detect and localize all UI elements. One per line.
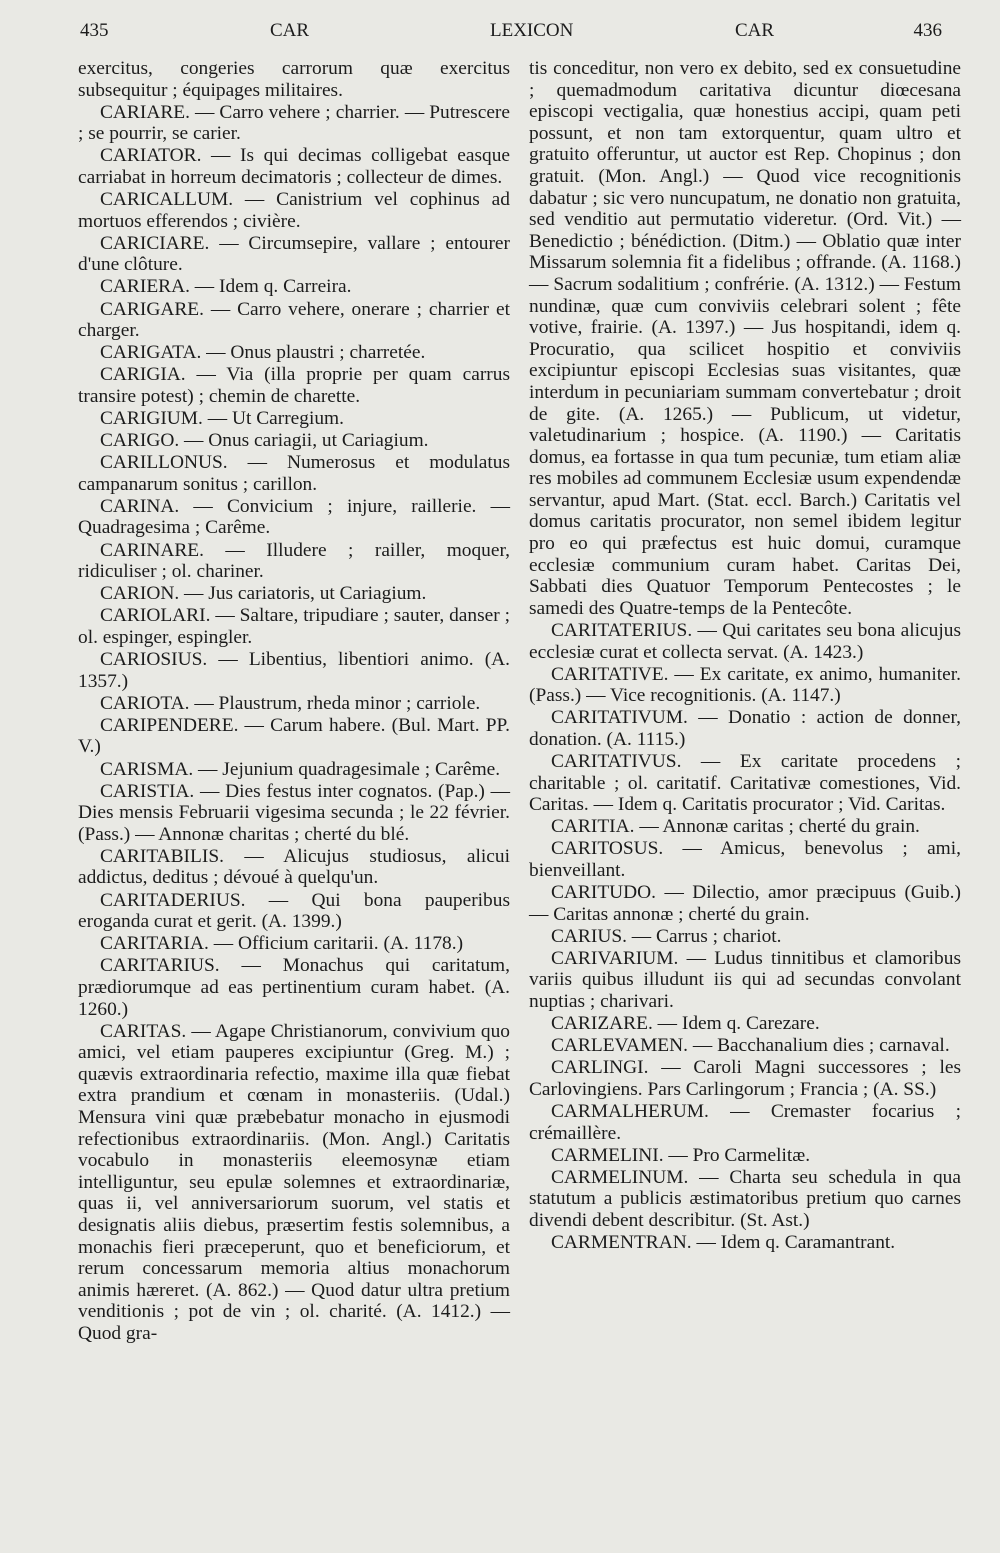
- entry-carizare: CARIZARE. — Idem q. Carezare.: [551, 1013, 820, 1035]
- left-guide-word: CAR: [270, 20, 310, 41]
- entry-caritudo: CARITUDO. — Dilectio, amor præcipuus (Guib.) — Caritas annonæ ; cherté du grain.: [529, 882, 961, 925]
- entry-carina: CARINA. — Convicium ; injure, raillerie. — Quadragesima ; Carême.: [78, 495, 510, 539]
- entry-carmentran: CARMENTRAN. — Idem q. Caramantrant.: [551, 1232, 896, 1254]
- entry-carmalherum: CARMALHERUM. — Cremaster focarius ; crémaillère.: [529, 1101, 961, 1144]
- entry-caritarius: CARITARIUS. — Monachus qui caritatum, prædiorumque ad eas pertinentium curam habet. (A. 1260.): [78, 955, 510, 1020]
- entry-caritativum: CARITATIVUM. — Donatio : action de donner, donation. (A. 1115.): [529, 707, 961, 750]
- entry-cariosius: CARIOSIUS. — Libentius, libentiori animo. (A. 1357.): [78, 649, 510, 692]
- entry-caritas-continued: tis conceditur, non vero ex debito, sed ex consuetudine ; quemadmodum caritativa dicuntur diœcesana episcopi vectigalia, quæ honestius accipi, quam peti possunt, et non tam extorquentur, quam ultro et gratuito offeruntur, ut auctor est Rep. Chopinus ; don gratuit. (Mon. Angl.) — Quod vice recognitionis dabatur ; sic vero nuncupatum, ne donatio non gratuita, sed venditio aut permutatio videretur. (Ord. Vit.) — Benedictio ; bénédiction. (Ditm.) — Oblatio quæ inter Missarum solemnia fit a fidelibus ; offrande. (A. 1168.) — Sacrum sodalitium ; confrérie. (A. 1312.) — Festum nundinæ, quæ cum conviviis celebrari solent ; fête votive, frairie. (A. 1397.) — Jus hospitandi, idem q. Procuratio, qua scilicet hospitio et conviviis excipiuntur episcopi Ecclesias suas visitantes, quæ interdum in pecuniariam summam convertebatur ; droit de gite. (A. 1265.) — Publicum, ut videtur, valetudinarium ; hospice. (A. 1190.) — Caritatis domus, ea fortasse in qua tum pecuniæ, tum etiam aliæ res mobiles ad communem Ecclesiæ usum expendendæ servantur, apud Mart. (Stat. eccl. Barch.) Caritatis vel domus caritatis procurator, non semel ibidem legitur pro eo qui præfectus est huic domui, curamque ecclesiæ communium curam habet. Caritas Dei, Sabbati dies Quatuor Temporum Pentecostes ; le samedi des Quatre-temps de la Pentecôte.: [529, 58, 961, 619]
- entry-carion: CARION. — Jus cariatoris, ut Cariagium.: [100, 583, 427, 605]
- entry-caritabilis: CARITABILIS. — Alicujus studiosus, alicui addictus, deditus ; dévoué à quelqu'un.: [78, 845, 510, 889]
- entry-caritaderius: CARITADERIUS. — Qui bona pauperibus eroganda curat et gerit. (A. 1399.): [78, 889, 510, 933]
- entry-carigare: CARIGARE. — Carro vehere, onerare ; charrier et charger.: [78, 298, 510, 342]
- entry-carinare: CARINARE. — Illudere ; railler, moquer, ridiculiser ; ol. chariner.: [78, 539, 510, 583]
- entry-carigata: CARIGATA. — Onus plaustri ; charretée.: [100, 342, 426, 364]
- entry-continuation: exercitus, congeries carrorum quæ exercitus subsequitur ; équipages militaires.: [78, 58, 510, 101]
- entry-cariciare: CARICIARE. — Circumsepire, vallare ; entourer d'une clôture.: [78, 232, 510, 276]
- entry-carius: CARIUS. — Carrus ; chariot.: [551, 925, 782, 947]
- entry-cariare: CARIARE. — Carro vehere ; charrier. — Putrescere ; se pourrir, se carier.: [78, 101, 510, 145]
- entry-carigia: CARIGIA. — Via (illa proprie per quam carrus transire potest) ; chemin de charette.: [78, 364, 510, 407]
- left-page-number: 435: [80, 20, 109, 41]
- entry-cariera: CARIERA. — Idem q. Carreira.: [100, 276, 352, 298]
- entry-carillonus: CARILLONUS. — Numerosus et modulatus campanarum sonitus ; carillon.: [78, 452, 510, 495]
- right-guide-word: CAR: [735, 20, 775, 41]
- entry-caritia: CARITIA. — Annonæ caritas ; cherté du grain.: [551, 816, 920, 838]
- entry-cariolari: CARIOLARI. — Saltare, tripudiare ; sauter, danser ; ol. espinger, espingler.: [78, 605, 510, 648]
- entry-cariota: CARIOTA. — Plaustrum, rheda minor ; carriole.: [100, 692, 481, 714]
- entry-carmelinum: CARMELINUM. — Charta seu schedula in qua statutum a publicis æstimatoribus pretium quo carnes divendi debent describitur. (St. Ast.): [529, 1166, 961, 1231]
- entry-caricallum: CARICALLUM. — Canistrium vel cophinus ad mortuos efferendos ; civière.: [78, 189, 510, 232]
- entry-caritaria: CARITARIA. — Officium caritarii. (A. 1178.): [100, 933, 464, 955]
- left-column: [78, 58, 510, 1345]
- lexicon-title: LEXICON: [490, 20, 574, 41]
- entry-carigium: CARIGIUM. — Ut Carregium.: [100, 408, 344, 429]
- entry-carlevamen: CARLEVAMEN. — Bacchanalium dies ; carnaval.: [551, 1035, 950, 1057]
- right-column: [529, 58, 961, 1254]
- entry-caritosus: CARITOSUS. — Amicus, benevolus ; ami, bienveillant.: [529, 838, 961, 881]
- entry-cariator: CARIATOR. — Is qui decimas colligebat easque carriabat in horreum decimatoris ; collecteur de dimes.: [78, 145, 510, 188]
- running-header: [80, 20, 942, 50]
- entry-carmelini: CARMELINI. — Pro Carmelitæ.: [551, 1144, 811, 1166]
- entry-carisma: CARISMA. — Jejunium quadragesimale ; Carême.: [100, 758, 501, 780]
- entry-caritas: CARITAS. — Agape Christianorum, convivium quo amici, vel etiam pauperes excipiuntur (Greg. M.) ; quævis extraordinaria refectio, maxime illa quæ fiebat extra prandium et cœnam in monasteriis. (Udal.) Mensura vini quæ præbebatur monacho in ejusmodi refectionibus extraordinariis. (Mon. Angl.) Caritatis vocabulo in monasteriis eleemosynæ etiam intelliguntur, seu epulæ solemnes et extraordinariæ, quas ii, vel anniversariorum suorum, vel statis et designatis aliis diebus, præsertim festis solemnibus, a monachis fieri præceperunt, quo et beneficiorum, et rerum concessarum memoria altius monachorum animis hæreret. (A. 862.) — Quod datur ultra pretium venditionis ; pot de vin ; ol. charité. (A. 1412.) — Quod gra-: [78, 1020, 510, 1344]
- entry-caristia: CARISTIA. — Dies festus inter cognatos. (Pap.) — Dies mensis Februarii vigesima secunda ; le 22 février. (Pass.) — Annonæ charitas ; cherté du blé.: [78, 780, 510, 845]
- entry-caripendere: CARIPENDERE. — Carum habere. (Bul. Mart. PP. V.): [78, 714, 510, 758]
- entry-caritative: CARITATIVE. — Ex caritate, ex animo, humaniter. (Pass.) — Vice recognitionis. (A. 1147.): [529, 663, 961, 707]
- entry-caritaterius: CARITATERIUS. — Qui caritates seu bona alicujus ecclesiæ curat et collecta servat. (A. 1423.): [529, 619, 961, 663]
- entry-caritativus: CARITATIVUS. — Ex caritate procedens ; charitable ; ol. caritatif. Caritativæ comestiones, Vid. Caritas. — Idem q. Caritatis procurator ; Vid. Caritas.: [529, 751, 961, 816]
- entry-carivarium: CARIVARIUM. — Ludus tinnitibus et clamoribus variis quibus illudunt iis qui ad secundas convolant nuptias ; charivari.: [529, 947, 961, 1013]
- entry-carigo: CARIGO. — Onus cariagii, ut Cariagium.: [100, 430, 429, 452]
- entry-carlingi: CARLINGI. — Caroli Magni successores ; les Carlovingiens. Pars Carlingorum ; Francia ; (A. SS.): [529, 1057, 961, 1100]
- right-page-number: 436: [913, 20, 942, 41]
